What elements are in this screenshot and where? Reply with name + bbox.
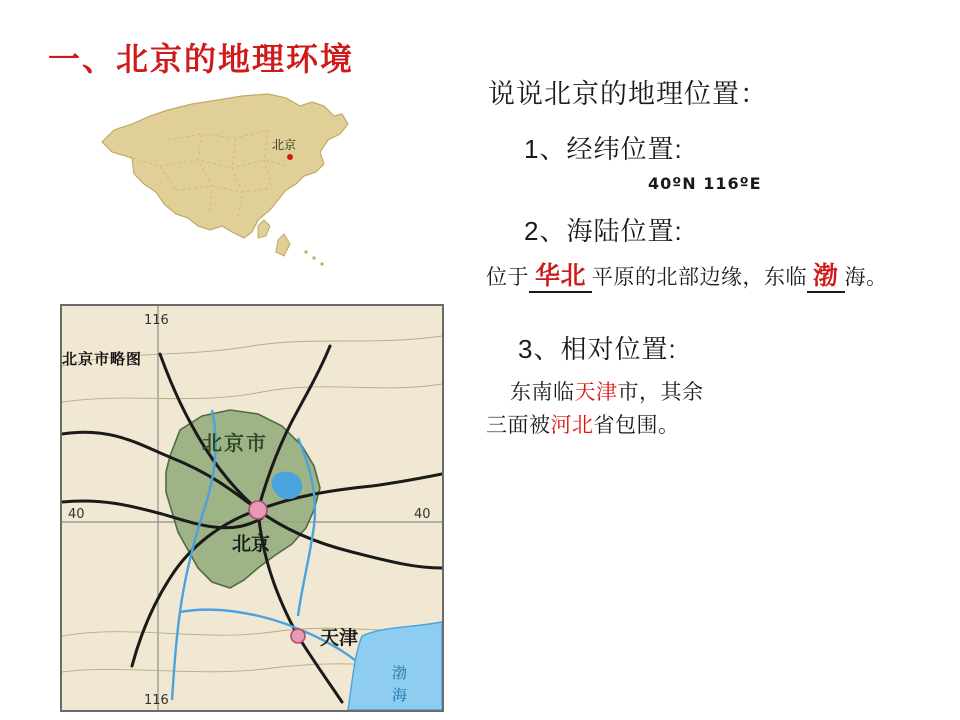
sea-land-suffix: 海。	[844, 266, 888, 289]
china-map-city-label: 北京	[272, 138, 297, 152]
svg-text:北京: 北京	[232, 533, 271, 555]
item-3-label: 3、相对位置:	[518, 333, 677, 364]
beijing-map-caption: 北京市略图	[62, 350, 143, 368]
sea-land-prefix: 位于	[486, 266, 529, 289]
relative-line2-suffix: 省包围。	[593, 414, 680, 438]
svg-text:40: 40	[68, 507, 85, 522]
china-map	[72, 80, 402, 280]
item-1-label: 1、经纬位置:	[524, 134, 683, 164]
svg-text:北京市: 北京市	[202, 431, 268, 455]
content-column	[476, 72, 946, 443]
relative-line1-suffix: 市，其余	[617, 380, 704, 404]
item-2-label: 2、海陆位置:	[524, 216, 683, 246]
svg-text:天津: 天津	[320, 627, 359, 649]
page-title: 一、北京的地理环境	[48, 41, 355, 77]
blank-answer-1: 华北	[529, 263, 592, 293]
svg-text:40: 40	[414, 507, 431, 522]
svg-text:海: 海	[392, 686, 408, 704]
relative-line2-prefix: 三面被	[486, 414, 551, 438]
svg-text:116: 116	[144, 693, 169, 708]
relative-line1-highlight: 天津	[574, 380, 618, 404]
sea-land-middle: 平原的北部边缘，东临	[592, 266, 808, 289]
relative-line1-prefix: 东南临	[510, 380, 575, 404]
china-map-city-dot	[287, 154, 293, 160]
sea-land-paragraph	[486, 262, 946, 295]
svg-text:116: 116	[144, 313, 169, 328]
blank-answer-2: 渤	[807, 263, 845, 293]
question-heading: 说说北京的地理位置：	[488, 79, 768, 109]
relative-paragraph-line2	[486, 409, 946, 443]
relative-paragraph-line1	[510, 376, 946, 410]
coordinates-value: 40ºN 116ºE	[648, 174, 762, 193]
relative-line2-highlight: 河北	[550, 414, 594, 438]
svg-text:渤: 渤	[392, 664, 408, 682]
